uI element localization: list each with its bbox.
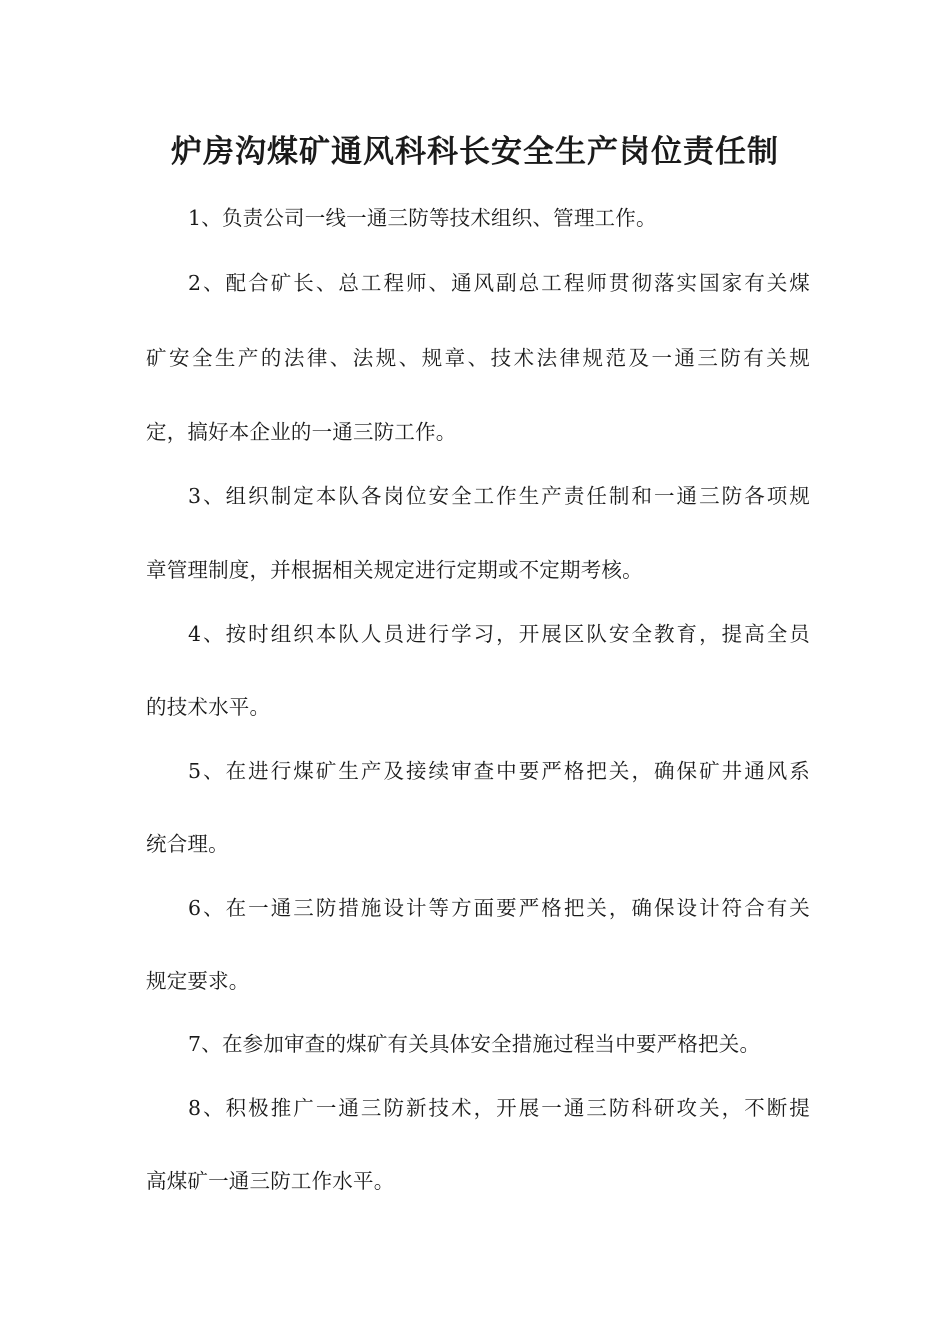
item-2-line-3: 定，搞好本企业的一通三防工作。: [146, 420, 457, 444]
item-5-line-1: 5、在进行煤矿生产及接续审查中要严格把关，确保矿井通风系: [188, 759, 810, 783]
item-8-line-2: 高煤矿一通三防工作水平。: [146, 1169, 395, 1193]
item-1-line-1: 1、负责公司一线一通三防等技术组织、管理工作。: [188, 206, 657, 230]
item-6-line-2: 规定要求。: [146, 969, 250, 993]
item-3-line-2: 章管理制度，并根据相关规定进行定期或不定期考核。: [146, 558, 643, 582]
item-5-line-2: 统合理。: [146, 832, 229, 856]
item-4-line-2: 的技术水平。: [146, 695, 271, 719]
page-title: 炉房沟煤矿通风科科长安全生产岗位责任制: [171, 134, 779, 170]
item-2-line-2: 矿安全生产的法律、法规、规章、技术法律规范及一通三防有关规: [146, 346, 810, 370]
item-8-line-1: 8、积极推广一通三防新技术，开展一通三防科研攻关，不断提: [188, 1096, 810, 1120]
item-7-line-1: 7、在参加审查的煤矿有关具体安全措施过程当中要严格把关。: [188, 1032, 761, 1056]
item-6-line-1: 6、在一通三防措施设计等方面要严格把关，确保设计符合有关: [188, 896, 810, 920]
item-2-line-1: 2、配合矿长、总工程师、通风副总工程师贯彻落实国家有关煤: [188, 271, 810, 295]
item-3-line-1: 3、组织制定本队各岗位安全工作生产责任制和一通三防各项规: [188, 484, 810, 508]
item-4-line-1: 4、按时组织本队人员进行学习，开展区队安全教育，提高全员: [188, 622, 810, 646]
